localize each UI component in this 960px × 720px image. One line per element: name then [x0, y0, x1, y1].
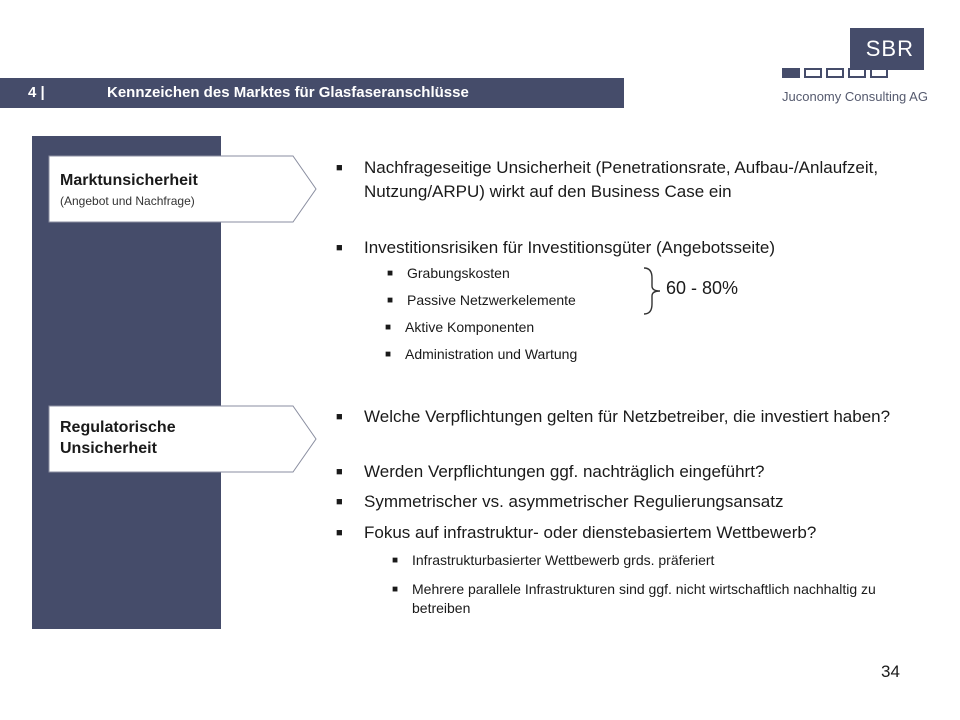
bullet-obligations: ■ Welche Verpflichtungen gelten für Netzbetreiber, die investiert haben? [364, 405, 904, 429]
bullet-regulation-approach: ■ Symmetrischer vs. asymmetrischer Regulierungsansatz [364, 490, 914, 514]
bullet-marker-icon: ■ [336, 496, 343, 508]
bullet-marker-icon: ■ [392, 584, 399, 595]
bullet-marker-icon: ■ [336, 242, 343, 254]
logo-square [782, 68, 800, 78]
slide-title: Kennzeichen des Marktes für Glasfaseranschlüsse [107, 84, 469, 101]
bullet-investment-risks: ■ Investitionsrisiken für Investitionsgüter (Angebotsseite) [364, 236, 914, 260]
bullet-marker-icon: ■ [387, 295, 394, 306]
bullet-demand-uncertainty: ■ Nachfrageseitige Unsicherheit (Penetrationsrate, Aufbau-/Anlaufzeit, Nutzung/ARPU) wirkt auf den Business Case ein [336, 158, 879, 201]
sub-bullet-item: ■ Passive Netzwerkelemente [387, 292, 576, 308]
page-number: 34 [881, 662, 900, 681]
logo-square [870, 68, 888, 78]
section-subtitle-market: (Angebot und Nachfrage) [60, 194, 195, 208]
sub-bullet-item: ■ Aktive Komponenten [385, 319, 535, 335]
sub-bullet-item: ■ Grabungskosten [387, 265, 510, 281]
header-bar [0, 78, 624, 108]
bullet-marker-icon: ■ [385, 349, 392, 360]
bullet-marker-icon: ■ [336, 411, 343, 423]
bullet-retroactive: ■ Werden Verpflichtungen ggf. nachträglich eingeführt? [364, 460, 914, 484]
section-title-market: Marktunsicherheit [60, 172, 198, 189]
bullet-marker-icon: ■ [392, 555, 399, 566]
sub-bullet-item: ■ Infrastrukturbasierter Wettbewerb grds. präferiert [392, 552, 715, 568]
cost-share-label: 60 - 80% [666, 278, 739, 298]
bullet-marker-icon: ■ [336, 527, 343, 539]
logo-squares [782, 68, 892, 82]
bullet-marker-icon: ■ [387, 268, 394, 279]
sbr-logo [850, 28, 924, 70]
logo-square [826, 68, 844, 78]
bullet-competition-focus: ■ Fokus auf infrastruktur- oder dienstebasiertem Wettbewerb? [364, 521, 944, 545]
section-number: 4 | [28, 84, 45, 101]
sub-bullet-item: ■ Mehrere parallele Infrastrukturen sind ggf. nicht wirtschaftlich nachhaltig zu betreiben [392, 581, 876, 616]
bullet-marker-icon: ■ [336, 162, 343, 174]
logo-abbr: SBR [865, 36, 914, 61]
bullet-marker-icon: ■ [336, 466, 343, 478]
brace-icon [640, 266, 664, 316]
logo-square [804, 68, 822, 78]
bullet-marker-icon: ■ [385, 322, 392, 333]
logo-square [848, 68, 866, 78]
sub-bullet-item: ■ Administration und Wartung [385, 346, 578, 362]
section-title-regulatory: Regulatorische Unsicherheit [60, 419, 176, 457]
logo-company: Juconomy Consulting AG [782, 89, 928, 104]
